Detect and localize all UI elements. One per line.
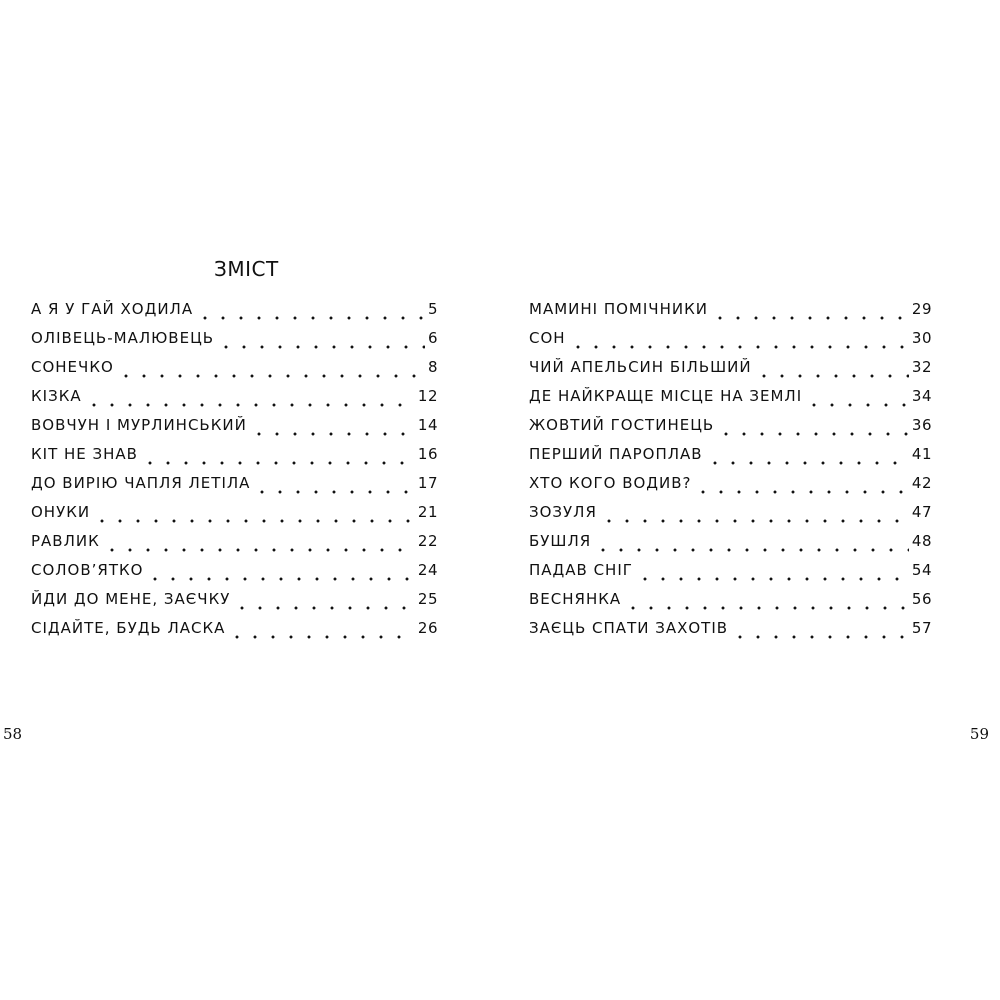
toc-entry (529, 329, 932, 358)
toc-entry-title: СІДАЙТЕ, БУДЬ ЛАСКА (31, 619, 226, 637)
toc-entry-page: 24 (417, 561, 438, 579)
toc-entry-page: 26 (417, 619, 438, 637)
toc-entry (31, 619, 438, 648)
dot-leader (217, 344, 425, 350)
dot-leader (706, 460, 909, 466)
toc-entry-page: 5 (427, 300, 438, 318)
toc-entry (529, 503, 932, 532)
toc-entry-title: ЖОВТИЙ ГОСТИНЕЦЬ (529, 416, 715, 434)
toc-entry (31, 387, 438, 416)
dot-leader (196, 315, 425, 321)
toc-entry-title: ДО ВИРІЮ ЧАПЛЯ ЛЕТІЛА (31, 474, 251, 492)
toc-entry-page: 30 (911, 329, 932, 347)
toc-entry (31, 445, 438, 474)
toc-entry-title: ВЕСНЯНКА (529, 590, 622, 608)
toc-entry-page: 32 (911, 358, 932, 376)
dot-leader (594, 547, 909, 553)
dot-leader (600, 518, 909, 524)
dot-leader (228, 634, 414, 640)
toc-entry-page: 17 (417, 474, 438, 492)
toc-entry-title: КІЗКА (31, 387, 82, 405)
page-title: ЗМІСТ (214, 257, 279, 281)
toc-entry-page: 57 (911, 619, 932, 637)
toc-entry-title: ЗОЗУЛЯ (529, 503, 597, 521)
toc-entry-title: МАМИНІ ПОМІЧНИКИ (529, 300, 708, 318)
toc-entry-page: 8 (427, 358, 438, 376)
dot-leader (117, 373, 425, 379)
toc-entry (529, 619, 932, 648)
toc-entry-page: 56 (911, 590, 932, 608)
toc-entry-page: 54 (911, 561, 932, 579)
toc-entry-title: ВОВЧУН І МУРЛИНСЬКИЙ (31, 416, 247, 434)
toc-entry-page: 29 (911, 300, 932, 318)
dot-leader (569, 344, 909, 350)
toc-entry-title: БУШЛЯ (529, 532, 592, 550)
toc-entry-title: ПЕРШИЙ ПАРОПЛАВ (529, 445, 703, 463)
toc-entry-title: ЧИЙ АПЕЛЬСИН БІЛЬШИЙ (529, 358, 752, 376)
dot-leader (805, 402, 909, 408)
toc-entry-page: 47 (911, 503, 932, 521)
toc-entry-page: 12 (417, 387, 438, 405)
dot-leader (717, 431, 909, 437)
toc-entry-title: ЗАЄЦЬ СПАТИ ЗАХОТІВ (529, 619, 729, 637)
toc-entry-title: СОН (529, 329, 566, 347)
toc-entry (31, 358, 438, 387)
toc-entry-page: 25 (417, 590, 438, 608)
toc-entry-page: 41 (911, 445, 932, 463)
dot-leader (731, 634, 909, 640)
toc-entry (529, 445, 932, 474)
toc-entry-page: 16 (417, 445, 438, 463)
toc-entry-title: ПАДАВ СНІГ (529, 561, 633, 579)
toc-entry (31, 503, 438, 532)
toc-entry-title: ХТО КОГО ВОДИВ? (529, 474, 692, 492)
toc-entry (31, 532, 438, 561)
toc-entry-title: СОНЕЧКО (31, 358, 114, 376)
toc-entry-page: 6 (427, 329, 438, 347)
toc-entry (31, 590, 438, 619)
dot-leader (624, 605, 909, 611)
toc-entry (529, 532, 932, 561)
dot-leader (694, 489, 908, 495)
toc-entry-page: 48 (911, 532, 932, 550)
toc-entry-page: 22 (417, 532, 438, 550)
toc-entry (31, 416, 438, 445)
toc-entry (31, 329, 438, 358)
toc-entry-title: СОЛОВ’ЯТКО (31, 561, 144, 579)
toc-entry (31, 561, 438, 590)
toc-entry-title: ЙДИ ДО МЕНЕ, ЗАЄЧКУ (31, 590, 231, 608)
dot-leader (146, 576, 414, 582)
toc-entry-page: 36 (911, 416, 932, 434)
toc-entry (529, 590, 932, 619)
dot-leader (85, 402, 415, 408)
toc-entry (31, 474, 438, 503)
toc-entry (31, 300, 438, 329)
toc-entry (529, 561, 932, 590)
toc-entry-title: ОЛІВЕЦЬ-МАЛЮВЕЦЬ (31, 329, 215, 347)
page-number-left: 58 (3, 725, 23, 743)
toc-entry-title: А Я У ГАЙ ХОДИЛА (31, 300, 194, 318)
toc-entry-page: 21 (417, 503, 438, 521)
dot-leader (636, 576, 909, 582)
toc-entry (529, 300, 932, 329)
toc-entry-page: 14 (417, 416, 438, 434)
dot-leader (93, 518, 415, 524)
toc-entry (529, 416, 932, 445)
toc-entry (529, 358, 932, 387)
dot-leader (253, 489, 414, 495)
toc-entry-title: КІТ НЕ ЗНАВ (31, 445, 138, 463)
toc-entry-title: ДЕ НАЙКРАЩЕ МІСЦЕ НА ЗЕМЛІ (529, 387, 803, 405)
page-number-right: 59 (969, 725, 989, 743)
toc-entry-title: ОНУКИ (31, 503, 91, 521)
toc-entry (529, 474, 932, 503)
dot-leader (250, 431, 415, 437)
dot-leader (103, 547, 415, 553)
toc-entry (529, 387, 932, 416)
dot-leader (141, 460, 415, 466)
dot-leader (711, 315, 909, 321)
toc-left-column (31, 300, 438, 648)
toc-entry-title: РАВЛИК (31, 532, 100, 550)
dot-leader (755, 373, 909, 379)
dot-leader (233, 605, 415, 611)
toc-right-column (529, 300, 932, 648)
toc-entry-page: 34 (911, 387, 932, 405)
toc-entry-page: 42 (911, 474, 932, 492)
